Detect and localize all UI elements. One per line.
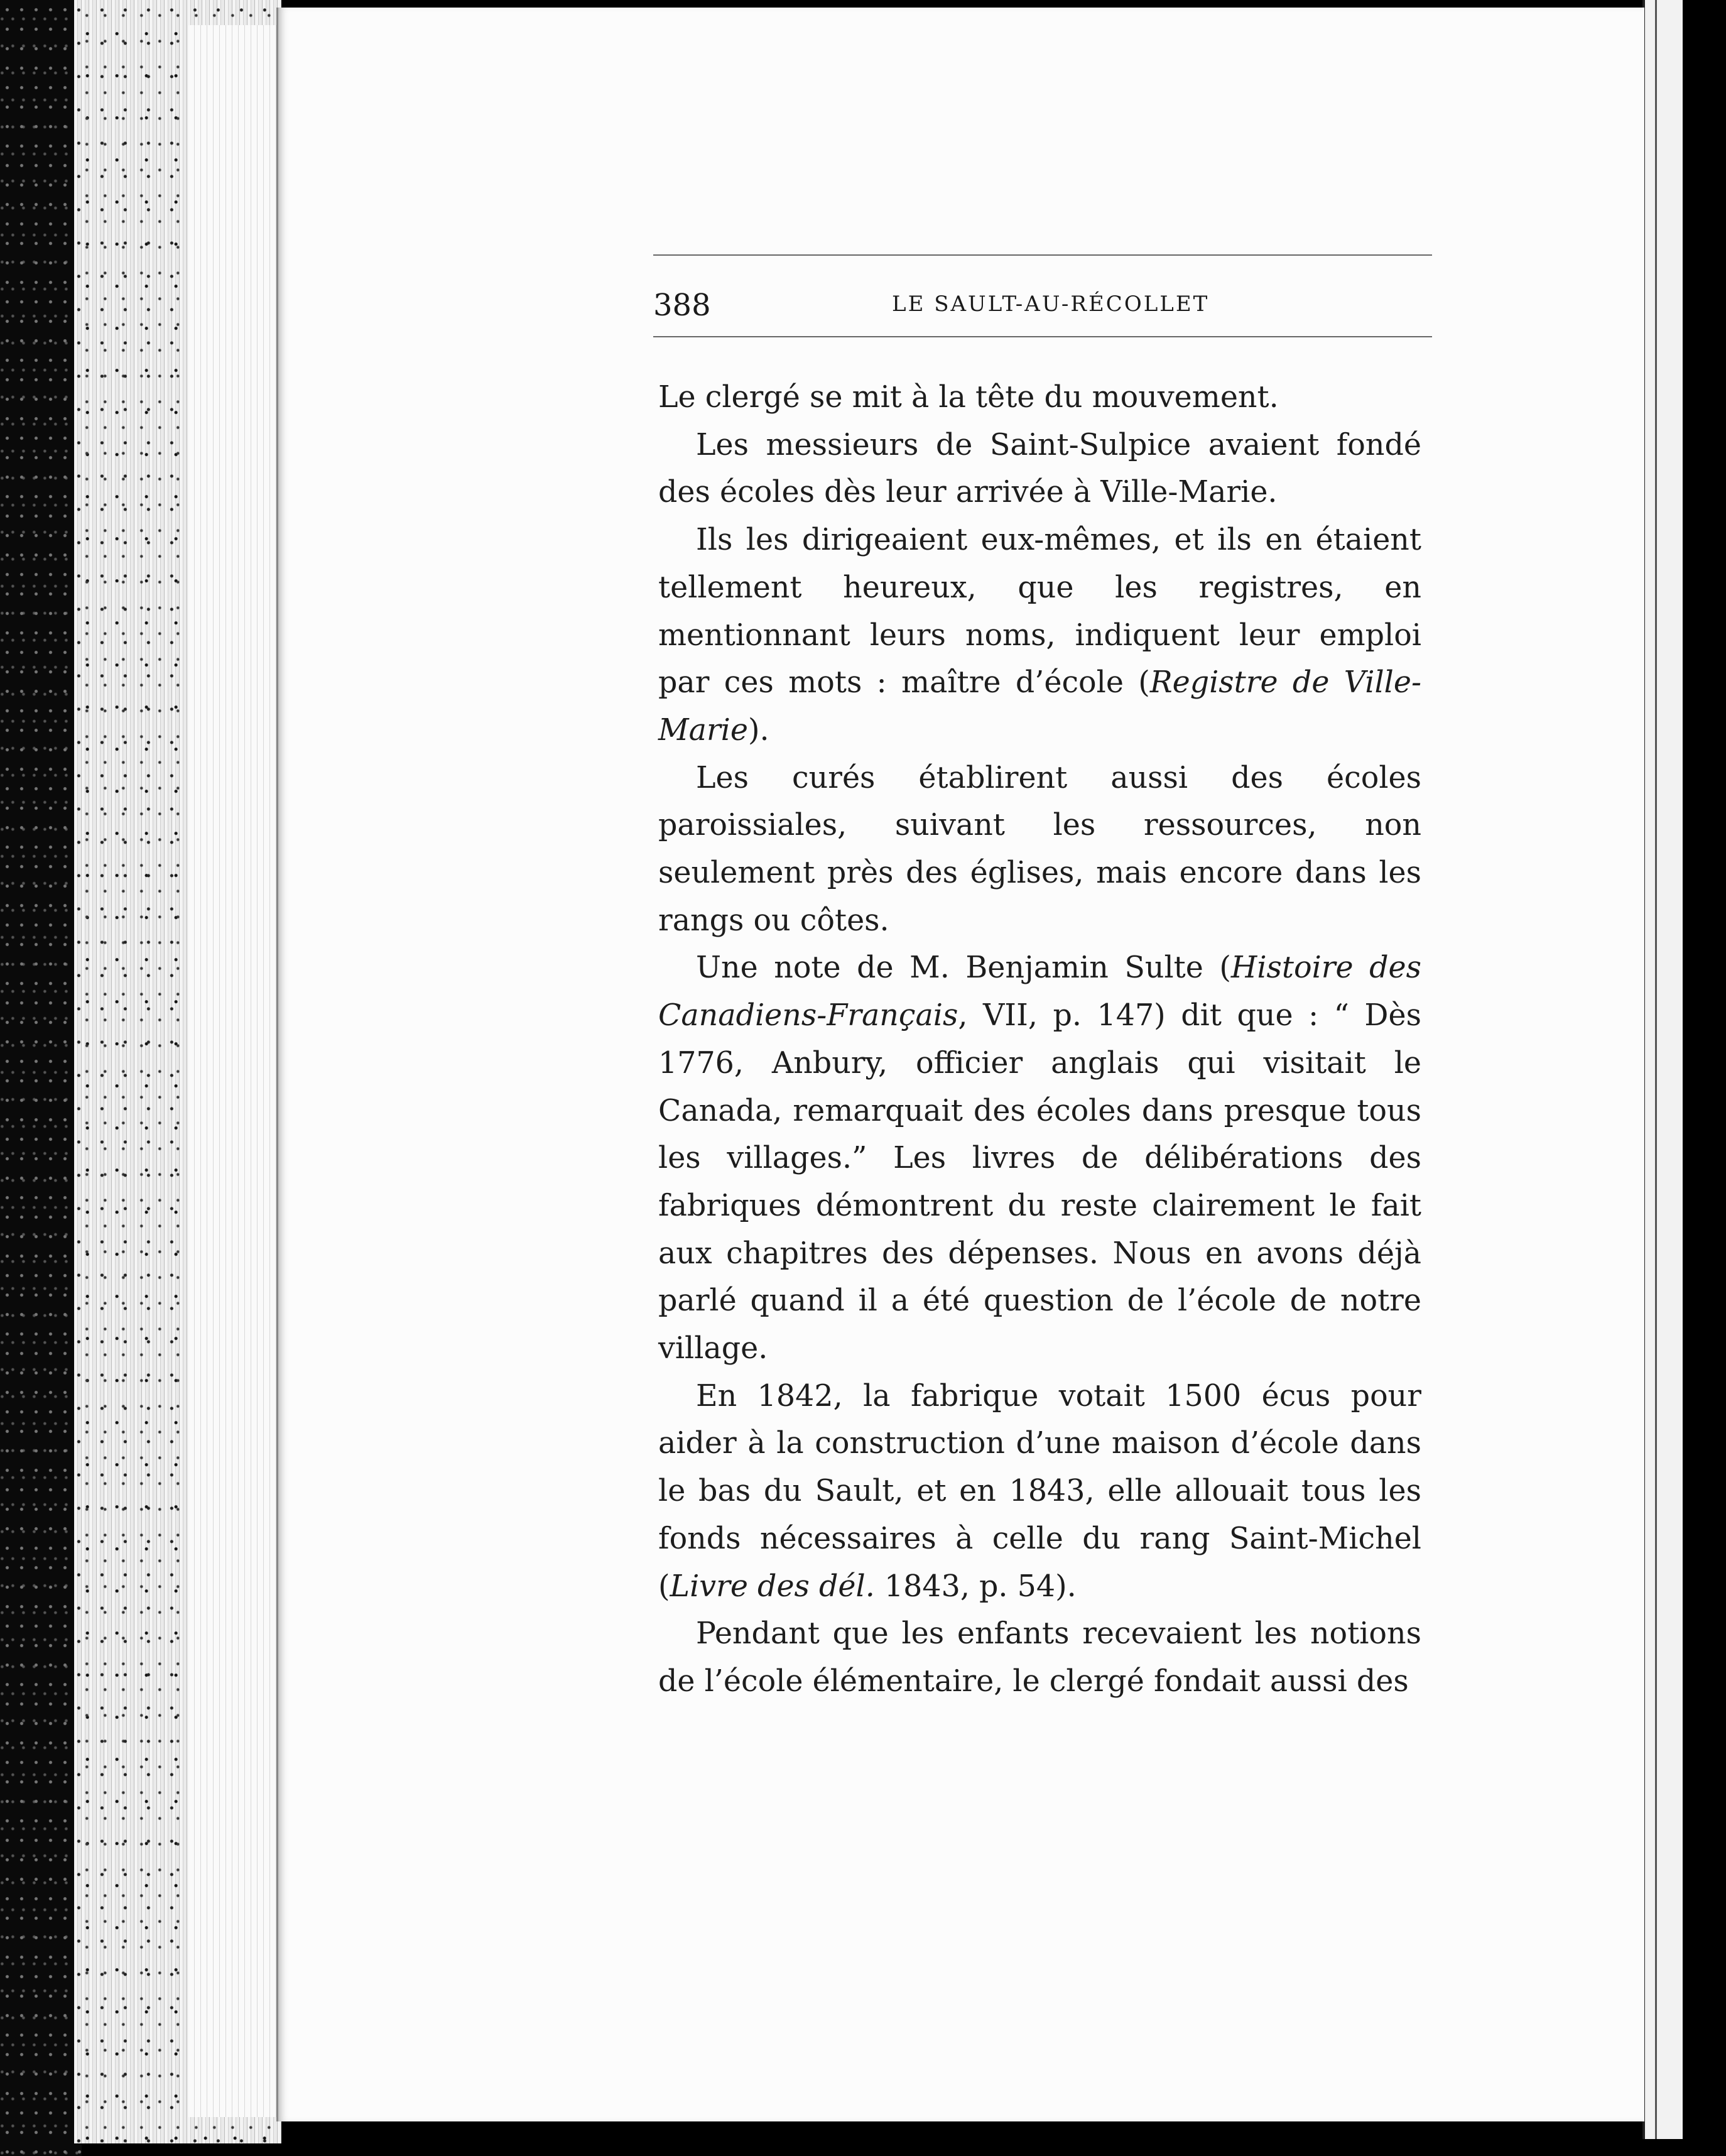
paragraph-7: Pendant que les enfants recevaient les notions de l’école élémentaire, le clergé fondait aussi des (658, 1616, 1421, 1699)
running-title: LE SAULT-AU-RÉCOLLET (892, 291, 1210, 317)
book-spine (0, 0, 82, 2156)
right-page-edge (1642, 0, 1683, 2139)
paragraph-3-citation: Registre de Ville-Marie (658, 665, 1421, 748)
page-number: 388 (653, 288, 711, 323)
paragraph-5-citation: Histoire des Canadiens-Français (658, 950, 1421, 1033)
paragraph-3-tail: ). (747, 712, 769, 748)
head-rule (653, 336, 1432, 337)
paragraph-6 (658, 1373, 1421, 1611)
running-head (653, 276, 1432, 327)
top-rule (653, 254, 1432, 256)
paragraph-4: Les curés établirent aussi des écoles paroissiales, suivant les ressources, non seulement près des églises, mais encore dans les rangs ou côtes. (658, 760, 1421, 938)
paragraph-1: Le clergé se mit à la tête du mouvement. (658, 380, 1279, 415)
paragraph-5-start: Une note de M. Benjamin Sulte ( (696, 950, 1231, 986)
paragraph-5 (658, 944, 1421, 1372)
paragraph-6-citation: Livre des dél. (670, 1569, 875, 1604)
paragraph-6-start: En 1842, la fabrique votait 1500 écus pour aider à la construction d’une maison d’école dans le bas du Sault, et en 1843, elle allouait tous les fonds nécessaires à celle du rang Saint-Michel ( (658, 1378, 1421, 1604)
paragraph-3 (658, 516, 1421, 754)
paragraph-5-rest: , VII, p. 147) dit que : “ Dès 1776, Anbury, officier anglais qui visitait le Canada, remarquait des écoles dans presque tous les villages.” Les livres de délibérations des fabriques démontrent du reste clairement le fait aux chapitres des dépenses. Nous en avons déjà parlé quand il a été question de l’école de notre village. (658, 998, 1421, 1366)
page-stack (188, 25, 276, 2117)
body-text (658, 374, 1421, 1706)
paragraph-3-text: Ils les dirigeaient eux-mêmes, et ils en étaient tellement heureux, que les registres, en mentionnant leurs noms, indiquent leur emploi par ces mots : maître d’école ( (658, 523, 1421, 700)
paragraph-2: Les messieurs de Saint-Sulpice avaient fondé des écoles dès leur arrivée à Ville-Marie. (658, 427, 1421, 510)
paragraph-6-rest: 1843, p. 54). (874, 1569, 1077, 1604)
